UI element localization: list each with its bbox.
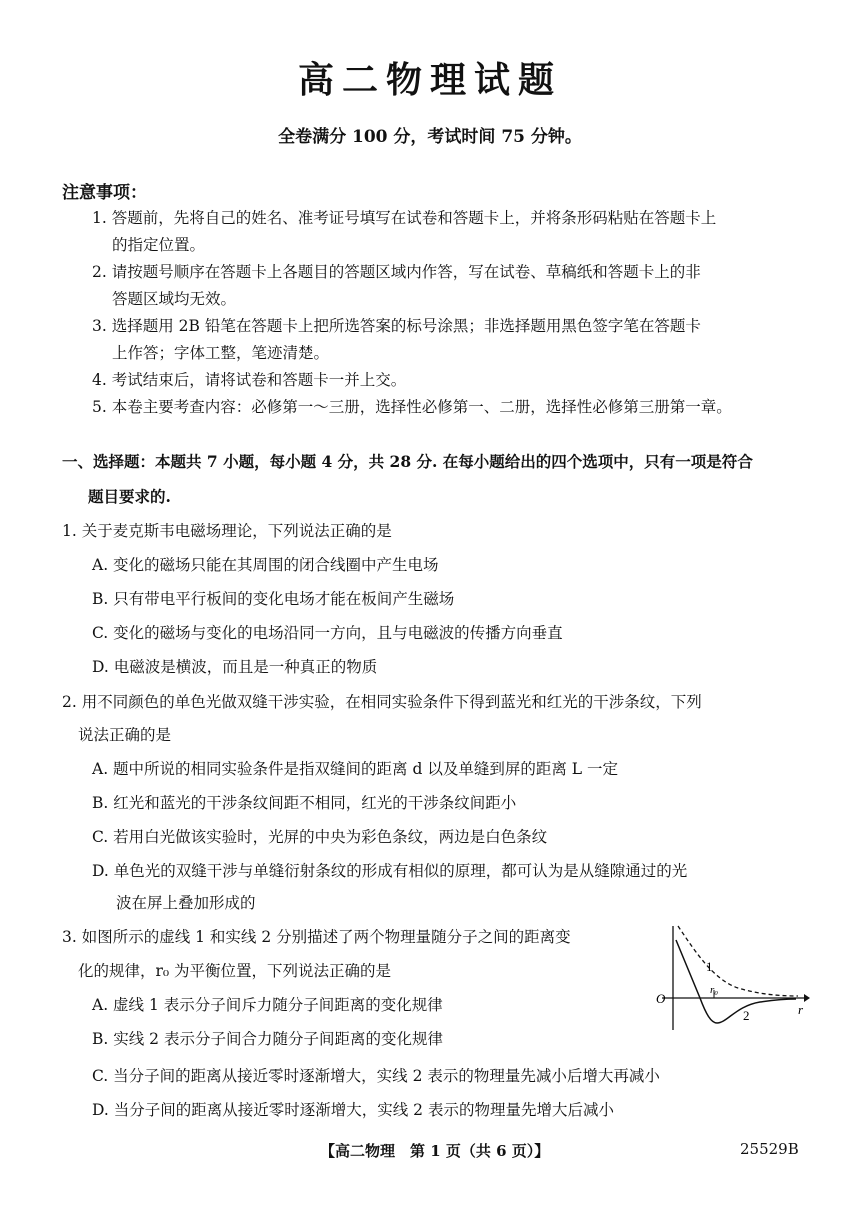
notice-item-3: 3. 选择题用 2B 铅笔在答题卡上把所选答案的标号涂黑；非选择题用黑色签字笔在答题卡 [92, 317, 701, 335]
notice-item-1-cont: 的指定位置。 [112, 236, 206, 254]
question-1-stem: 1. 关于麦克斯韦电磁场理论，下列说法正确的是 [62, 522, 392, 540]
question-2-option-b: B. 红光和蓝光的干涉条纹间距不相同，红光的干涉条纹间距小 [92, 794, 517, 812]
question-3-stem: 3. 如图所示的虚线 1 和实线 2 分别描述了两个物理量随分子之间的距离变 [62, 928, 571, 946]
axis-label: r [798, 1002, 804, 1017]
molecular-force-figure [648, 918, 810, 1048]
section-heading-cont: 题目要求的. [88, 487, 171, 506]
question-2-option-d-cont: 波在屏上叠加形成的 [116, 894, 256, 912]
footer-code: 25529B [740, 1140, 799, 1158]
question-2-stem-cont: 说法正确的是 [78, 726, 172, 744]
question-1-option-d: D. 电磁波是横波，而且是一种真正的物质 [92, 658, 378, 676]
question-1-option-a: A. 变化的磁场只能在其周围的闭合线圈中产生电场 [92, 556, 439, 574]
section-heading: 一、选择题：本题共 7 小题，每小题 4 分，共 28 分. 在每小题给出的四个选项中，只有一项是符合 [62, 452, 753, 471]
question-3-option-b: B. 实线 2 表示分子间合力随分子间距离的变化规律 [92, 1030, 443, 1048]
page-subtitle: 全卷满分 100 分，考试时间 75 分钟。 [278, 127, 582, 147]
question-3-option-a: A. 虚线 1 表示分子间斥力随分子间距离的变化规律 [92, 996, 443, 1014]
curve-2-solid [676, 940, 796, 1023]
question-2-option-c: C. 若用白光做该实验时，光屏的中央为彩色条纹，两边是白色条纹 [92, 828, 548, 846]
page-title: 高二物理试题 [297, 59, 562, 101]
curve-2-label: 2 [743, 1008, 750, 1023]
question-3-option-c: C. 当分子间的距离从接近零时逐渐增大，实线 2 表示的物理量先减小后增大再减小 [92, 1067, 660, 1085]
curve-1-label: 1 [706, 959, 713, 974]
notice-item-1: 1. 答题前，先将自己的姓名、准考证号填写在试卷和答题卡上，并将条形码粘贴在答题卡上 [92, 209, 717, 227]
notice-item-5: 5. 本卷主要考查内容：必修第一～三册，选择性必修第一、二册，选择性必修第三册第一章。 [92, 398, 732, 416]
notice-item-4: 4. 考试结束后，请将试卷和答题卡一并上交。 [92, 371, 407, 389]
curve-1-dashed [678, 926, 798, 996]
notice-item-3-cont: 上作答；字体工整，笔迹清楚。 [112, 344, 330, 362]
origin-label: O [656, 991, 666, 1006]
notice-heading: 注意事项： [62, 183, 147, 203]
question-1-option-b: B. 只有带电平行板间的变化电场才能在板间产生磁场 [92, 590, 455, 608]
footer-page-info: 【高二物理 第 1 页（共 6 页）】 [320, 1142, 550, 1160]
question-3-option-d: D. 当分子间的距离从接近零时逐渐增大，实线 2 表示的物理量先增大后减小 [92, 1101, 614, 1119]
notice-item-2: 2. 请按题号顺序在答题卡上各题目的答题区域内作答，写在试卷、草稿纸和答题卡上的非 [92, 263, 701, 281]
question-2-stem: 2. 用不同颜色的单色光做双缝干涉实验，在相同实验条件下得到蓝光和红光的干涉条纹，下列 [62, 693, 702, 711]
question-1-option-c: C. 变化的磁场与变化的电场沿同一方向，且与电磁波的传播方向垂直 [92, 624, 563, 642]
question-2-option-d: D. 单色光的双缝干涉与单缝衍射条纹的形成有相似的原理，都可认为是从缝隙通过的光 [92, 862, 688, 880]
axis-arrowhead [804, 994, 810, 1002]
r0-label: r₀ [710, 984, 719, 996]
notice-item-2-cont: 答题区域均无效。 [112, 290, 237, 308]
question-2-option-a: A. 题中所说的相同实验条件是指双缝间的距离 d 以及单缝到屏的距离 L 一定 [92, 760, 618, 778]
question-3-stem-cont: 化的规律，r₀ 为平衡位置，下列说法正确的是 [78, 962, 392, 980]
